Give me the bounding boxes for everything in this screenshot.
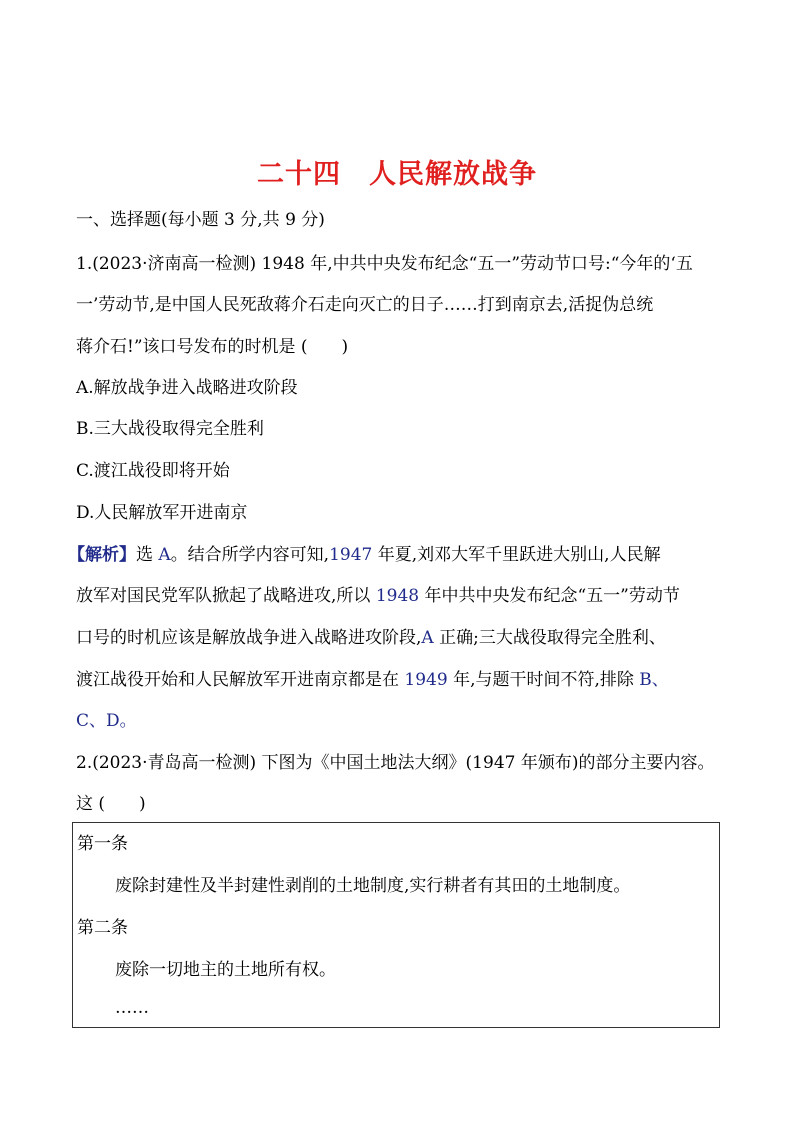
- option-c: C.渡江战役即将开始: [76, 461, 230, 481]
- analysis-text: 选: [136, 545, 159, 565]
- analysis-text: 。结合所学内容可知,: [170, 545, 330, 565]
- excerpt-ellipsis: ……: [115, 998, 149, 1018]
- question-1-line-3: 蒋介石!”该口号发布的时机是 ( ): [76, 337, 349, 357]
- land-law-excerpt-box: [72, 822, 720, 1028]
- question-1-line-2: 一’劳动节,是中国人民死敌蒋介石走向灭亡的日子……打到南京去,活捉伪总统: [76, 295, 654, 315]
- analysis-line-1: [68, 544, 661, 566]
- year-1948: 1948: [375, 586, 420, 606]
- year-1947: 1947: [329, 545, 373, 565]
- article-2-heading: 第二条: [77, 918, 128, 938]
- analysis-text: 正确;三大战役取得完全胜利、: [433, 628, 666, 648]
- analysis-line-4: [76, 669, 669, 691]
- analysis-text: 口号的时机应该是解放战争进入战略进攻阶段,: [76, 628, 422, 648]
- analysis-text: 渡江战役开始和人民解放军开进南京都是在: [76, 670, 405, 690]
- article-1-heading: 第一条: [77, 834, 128, 854]
- year-1949: 1949: [404, 670, 448, 690]
- page-title: 二十四 人民解放战争: [257, 159, 537, 190]
- excluded-option-b: B、: [639, 670, 669, 690]
- answer-letter: A: [158, 545, 171, 565]
- question-2-line-1: 2.(2023·青岛高一检测) 下图为《中国土地法大纲》(1947 年颁布)的部分主要内容。: [76, 753, 715, 773]
- option-a: A.解放战争进入战略进攻阶段: [76, 378, 298, 398]
- article-1-text: 废除封建性及半封建性剥削的土地制度,实行耕者有其田的土地制度。: [115, 876, 631, 896]
- answer-letter: A: [421, 628, 434, 648]
- section-heading: 一、选择题(每小题 3 分,共 9 分): [76, 210, 325, 230]
- option-d: D.人民解放军开进南京: [76, 503, 248, 523]
- analysis-text: 。: [119, 711, 137, 731]
- analysis-tag: 【解析】: [68, 545, 136, 565]
- excluded-options-cd: C、D: [76, 711, 120, 731]
- analysis-text: 年中共中央发布纪念“五一”劳动节: [419, 586, 680, 606]
- analysis-line-5: [76, 710, 137, 732]
- question-2-line-2: 这 ( ): [76, 794, 146, 814]
- analysis-text: 放军对国民党军队掀起了战略进攻,所以: [76, 586, 376, 606]
- option-b: B.三大战役取得完全胜利: [76, 419, 264, 439]
- analysis-line-2: [76, 585, 680, 607]
- question-1-line-1: 1.(2023·济南高一检测) 1948 年,中共中央发布纪念“五一”劳动节口号:“今年的‘五: [76, 254, 693, 274]
- article-2-text: 废除一切地主的土地所有权。: [115, 960, 336, 980]
- analysis-line-3: [76, 627, 666, 649]
- analysis-text: 年夏,刘邓大军千里跃进大别山,人民解: [372, 545, 661, 565]
- analysis-text: 年,与题干时间不符,排除: [447, 670, 640, 690]
